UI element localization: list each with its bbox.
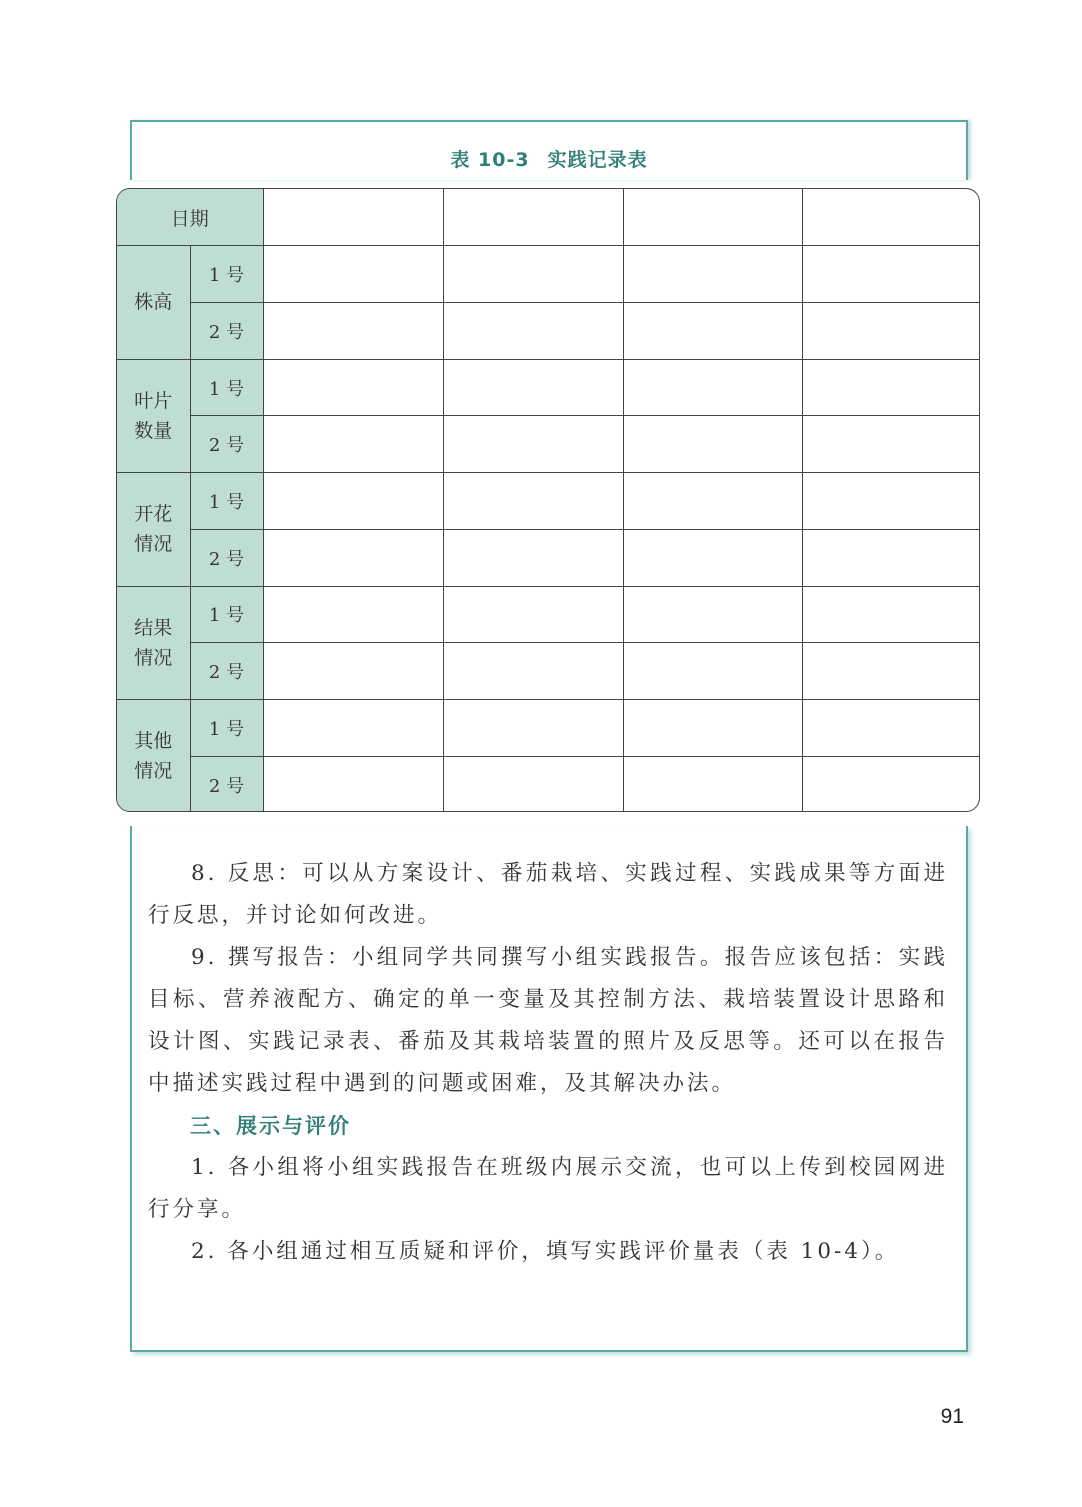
record-entry-cell[interactable] [623, 359, 802, 416]
record-entry-cell[interactable] [623, 643, 802, 700]
record-entry-cell[interactable] [443, 246, 623, 303]
record-entry-cell[interactable] [263, 416, 443, 473]
group-label-cell [117, 359, 190, 472]
record-entry-cell[interactable] [802, 359, 979, 416]
plant-number-cell: 2 号 [190, 529, 263, 586]
record-entry-cell[interactable] [443, 416, 623, 473]
record-entry-cell[interactable] [263, 699, 443, 756]
plant-number-cell: 2 号 [190, 416, 263, 473]
table-row [117, 643, 979, 700]
table-caption [130, 145, 968, 172]
record-entry-cell[interactable] [443, 643, 623, 700]
plant-number-cell: 2 号 [190, 643, 263, 700]
group-label-cell [117, 586, 190, 699]
record-entry-cell[interactable] [263, 643, 443, 700]
record-entry-cell[interactable] [802, 529, 979, 586]
table-number: 表 10-3 [450, 149, 530, 171]
table-row [117, 359, 979, 416]
plant-number-cell: 1 号 [190, 473, 263, 530]
table-row [117, 473, 979, 530]
record-entry-cell[interactable] [623, 473, 802, 530]
record-entry-cell[interactable] [623, 699, 802, 756]
paragraph-evaluation: 2. 各小组通过相互质疑和评价，填写实践评价量表（表 10-4）。 [191, 1239, 900, 1264]
group-label-line: 情况 [134, 533, 173, 556]
record-entry-cell[interactable] [802, 473, 979, 530]
table-row [117, 302, 979, 359]
record-entry-cell[interactable] [443, 473, 623, 530]
group-label-line: 其他 [134, 730, 173, 753]
record-entry-cell[interactable] [802, 416, 979, 473]
record-entry-cell[interactable] [623, 756, 802, 812]
plant-number-cell: 1 号 [190, 586, 263, 643]
record-entry-cell[interactable] [263, 756, 443, 812]
page-number: 91 [940, 1405, 964, 1428]
record-entry-cell[interactable] [802, 643, 979, 700]
group-label-line: 情况 [134, 760, 173, 783]
table-title: 实践记录表 [547, 149, 648, 171]
record-entry-cell[interactable] [623, 246, 802, 303]
record-entry-cell[interactable] [263, 586, 443, 643]
date-header-cell: 日期 [117, 189, 263, 246]
group-label-line: 结果 [134, 616, 173, 639]
record-entry-cell[interactable] [443, 529, 623, 586]
group-label-line: 叶片 [134, 389, 173, 412]
record-entry-cell[interactable] [802, 586, 979, 643]
record-entry-cell[interactable] [802, 756, 979, 812]
group-label-line: 数量 [134, 419, 173, 442]
paragraph-display: 1. 各小组将小组实践报告在班级内展示交流，也可以上传到校园网进行分享。 [148, 1155, 948, 1222]
plant-number-cell: 1 号 [190, 699, 263, 756]
record-entry-cell[interactable] [263, 359, 443, 416]
table-row [117, 586, 979, 643]
group-label-line: 开花 [134, 503, 173, 526]
table-row [117, 699, 979, 756]
record-entry-cell[interactable] [263, 302, 443, 359]
table-row [117, 756, 979, 812]
plant-number-cell: 1 号 [190, 246, 263, 303]
table-row [117, 416, 979, 473]
body-text [148, 853, 948, 1273]
group-label-cell [117, 246, 190, 359]
record-entry-cell[interactable] [623, 529, 802, 586]
record-entry-cell[interactable] [623, 302, 802, 359]
record-entry-cell[interactable] [443, 359, 623, 416]
record-entry-cell[interactable] [802, 246, 979, 303]
record-entry-cell[interactable] [623, 586, 802, 643]
record-entry-cell[interactable] [443, 586, 623, 643]
record-entry-cell[interactable] [443, 302, 623, 359]
plant-number-cell: 1 号 [190, 359, 263, 416]
record-entry-cell[interactable] [443, 756, 623, 812]
group-label-cell [117, 699, 190, 812]
record-entry-cell[interactable] [623, 416, 802, 473]
paragraph-reflection: 8. 反思：可以从方案设计、番茄栽培、实践过程、实践成果等方面进行反思，并讨论如何改进。 [148, 861, 948, 928]
group-label-cell [117, 473, 190, 586]
paragraph-report: 9. 撰写报告：小组同学共同撰写小组实践报告。报告应该包括：实践目标、营养液配方、确定的单一变量及其控制方法、栽培装置设计思路和设计图、实践记录表、番茄及其栽培装置的照片及反思等。还可以在报告中描述实践过程中遇到的问题或困难，及其解决办法。 [148, 945, 948, 1096]
record-entry-cell[interactable] [802, 699, 979, 756]
record-entry-cell[interactable] [263, 246, 443, 303]
date-entry-cell[interactable] [802, 189, 979, 246]
section-heading: 三、展示与评价 [190, 1114, 351, 1138]
group-label-line: 情况 [134, 646, 173, 669]
record-entry-cell[interactable] [263, 473, 443, 530]
table-row [117, 246, 979, 303]
table-row [117, 529, 979, 586]
date-entry-cell[interactable] [443, 189, 623, 246]
record-entry-cell[interactable] [802, 302, 979, 359]
record-entry-cell[interactable] [443, 699, 623, 756]
date-entry-cell[interactable] [623, 189, 802, 246]
group-label-line: 株高 [134, 291, 173, 314]
practice-record-table [116, 188, 980, 812]
plant-number-cell: 2 号 [190, 756, 263, 812]
record-entry-cell[interactable] [263, 529, 443, 586]
date-entry-cell[interactable] [263, 189, 443, 246]
plant-number-cell: 2 号 [190, 302, 263, 359]
